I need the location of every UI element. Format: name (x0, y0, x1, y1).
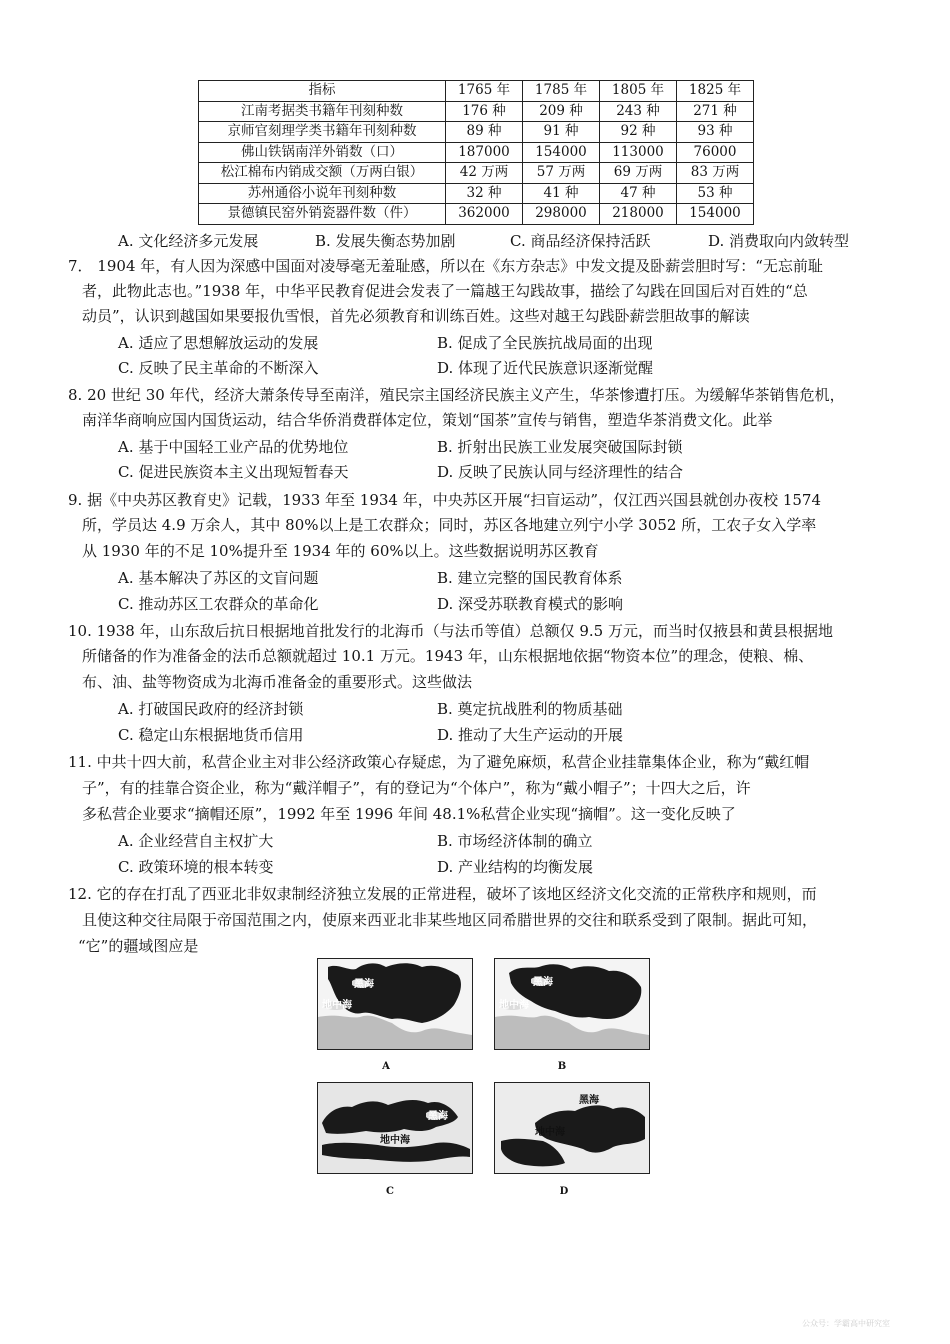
q6-option-b[interactable]: B. 发展失衡态势加剧 (315, 232, 456, 250)
map-b-label-mediterranean: 地中海 (499, 1000, 529, 1011)
q12-stem-line: 12. 它的存在打乱了西亚北非奴隶制经济独立发展的正常进程，破坏了该地区经济文化交流的正常秩序和规则，而 (68, 885, 817, 903)
q10-stem-line: 布、油、盐等物资成为北海币准备金的重要形式。这些做法 (82, 673, 473, 691)
map-c-label-black-sea: 黑海 (428, 1111, 448, 1122)
q11-stem-line: 多私营企业要求“摘帽还原”，1992 年至 1996 年间 48.1%私营企业实现“摘帽”。这一变化反映了 (82, 805, 736, 823)
table-header: 1805 年 (600, 81, 677, 102)
table-header: 1785 年 (523, 81, 600, 102)
q8-option-d[interactable]: D. 反映了民族认同与经济理性的结合 (437, 463, 684, 481)
table-cell: 42 万两 (446, 163, 523, 184)
table-cell: 景德镇民窑外销瓷器件数（件） (199, 204, 446, 225)
q11-option-c[interactable]: C. 政策环境的根本转变 (118, 858, 274, 876)
map-d-label-mediterranean: 地中海 (535, 1127, 565, 1138)
table-cell: 89 种 (446, 122, 523, 143)
map-c-drawing (318, 1083, 472, 1173)
q7-option-a[interactable]: A. 适应了思想解放运动的发展 (118, 334, 319, 352)
map-letter-a: A (382, 1061, 390, 1072)
table-cell: 187000 (446, 142, 523, 163)
table-cell: 苏州通俗小说年刊刻种数 (199, 183, 446, 204)
q9-stem-line: 所，学员达 4.9 万余人，其中 80%以上是工农群众；同时，苏区各地建立列宁小学 3052 所，工农子女入学率 (82, 516, 817, 534)
q9-option-a[interactable]: A. 基本解决了苏区的文盲问题 (118, 569, 319, 587)
q7-option-c[interactable]: C. 反映了民主革命的不断深入 (118, 359, 319, 377)
table-cell: 218000 (600, 204, 677, 225)
map-c-label-mediterranean: 地中海 (380, 1135, 410, 1146)
map-option-a[interactable] (317, 958, 473, 1050)
table-cell: 93 种 (677, 122, 754, 143)
table-header: 指标 (199, 81, 446, 102)
q11-option-a[interactable]: A. 企业经营自主权扩大 (118, 832, 274, 850)
table-row (199, 101, 754, 122)
table-cell: 53 种 (677, 183, 754, 204)
q11-option-d[interactable]: D. 产业结构的均衡发展 (437, 858, 594, 876)
q10-option-d[interactable]: D. 推动了大生产运动的开展 (437, 726, 624, 744)
table-cell: 83 万两 (677, 163, 754, 184)
watermark-text: 公众号：学霸高中研究室 (802, 1319, 890, 1328)
table-cell: 57 万两 (523, 163, 600, 184)
table-cell: 76000 (677, 142, 754, 163)
table-row (199, 122, 754, 143)
q10-option-a[interactable]: A. 打破国民政府的经济封锁 (118, 700, 304, 718)
map-b-label-black-sea: 黑海 (533, 977, 553, 988)
table-cell: 佛山铁锅南洋外销数（口） (199, 142, 446, 163)
q9-option-d[interactable]: D. 深受苏联教育模式的影响 (437, 595, 624, 613)
table-cell: 32 种 (446, 183, 523, 204)
map-letter-d: D (559, 1186, 569, 1197)
map-a-label-mediterranean: 地中海 (322, 1000, 352, 1011)
table-cell: 69 万两 (600, 163, 677, 184)
table-row (199, 142, 754, 163)
table-row (199, 163, 754, 184)
map-option-b[interactable] (494, 958, 650, 1050)
table-row (199, 204, 754, 225)
q12-stem-line: 且使这种交往局限于帝国范围之内，使原来西亚北非某些地区同希腊世界的交往和联系受到了限制。据此可知， (82, 911, 818, 929)
data-table (198, 80, 754, 225)
q7-option-d[interactable]: D. 体现了近代民族意识逐渐觉醒 (437, 359, 654, 377)
table-cell: 41 种 (523, 183, 600, 204)
q6-option-c[interactable]: C. 商品经济保持活跃 (510, 232, 651, 250)
q8-option-b[interactable]: B. 折射出民族工业发展突破国际封锁 (437, 438, 683, 456)
q8-option-a[interactable]: A. 基于中国轻工业产品的优势地位 (118, 438, 349, 456)
q9-stem-line: 9. 据《中央苏区教育史》记载，1933 年至 1934 年，中央苏区开展“扫盲运动”，仅江西兴国县就创办夜校 1574 (68, 491, 822, 509)
map-b-drawing (495, 959, 649, 1049)
map-letter-b: B (557, 1061, 567, 1072)
map-a-drawing (318, 959, 472, 1049)
q7-stem-line: 动员”，认识到越国如果要报仇雪恨，首先必须教育和训练百姓。这些对越王勾践卧薪尝胆故事的解读 (82, 307, 750, 325)
map-option-d[interactable] (494, 1082, 650, 1174)
table-cell: 91 种 (523, 122, 600, 143)
map-letter-c: C (386, 1186, 394, 1197)
q6-option-a[interactable]: A. 文化经济多元发展 (118, 232, 259, 250)
q9-stem-line: 从 1930 年的不足 10%提升至 1934 年的 60%以上。这些数据说明苏区教育 (82, 542, 599, 560)
table-row (199, 183, 754, 204)
table-header: 1765 年 (446, 81, 523, 102)
q7-stem-line: 者，此物此志也。”1938 年，中华平民教育促进会发表了一篇越王勾践故事，描绘了勾践在回国后对百姓的“总 (82, 282, 808, 300)
table-cell: 271 种 (677, 101, 754, 122)
map-a-label-black-sea: 黑海 (354, 979, 374, 990)
q10-stem-line: 所储备的作为准备金的法币总额就超过 10.1 万元。1943 年，山东根据地依据“物资本位”的理念，使粮、棉、 (82, 647, 814, 665)
q9-option-b[interactable]: B. 建立完整的国民教育体系 (437, 569, 623, 587)
table-cell: 113000 (600, 142, 677, 163)
table-cell: 154000 (677, 204, 754, 225)
table-header-row (199, 81, 754, 102)
q10-option-c[interactable]: C. 稳定山东根据地货币信用 (118, 726, 304, 744)
q10-stem-line: 10. 1938 年，山东敌后抗日根据地首批发行的北海币（与法币等值）总额仅 9.5 万元，而当时仅掖县和黄县根据地 (68, 622, 833, 640)
q8-option-c[interactable]: C. 促进民族资本主义出现短暂春天 (118, 463, 349, 481)
map-option-c[interactable] (317, 1082, 473, 1174)
q11-stem-line: 子”，有的挂靠合资企业，称为“戴洋帽子”，有的登记为“个体户”，称为“戴小帽子”；十四大之后，许 (82, 779, 751, 797)
table-cell: 154000 (523, 142, 600, 163)
table-cell: 243 种 (600, 101, 677, 122)
table-cell: 298000 (523, 204, 600, 225)
q6-option-d[interactable]: D. 消费取向内敛转型 (708, 232, 850, 250)
table-header: 1825 年 (677, 81, 754, 102)
table-cell: 92 种 (600, 122, 677, 143)
q7-stem-line: 7． 1904 年，有人因为深感中国面对凌辱毫无羞耻感，所以在《东方杂志》中发文提及卧薪尝胆时写：“无忘前耻 (68, 257, 823, 275)
q12-stem-line: “它”的疆域图应是 (78, 937, 199, 955)
q11-stem-line: 11. 中共十四大前，私营企业主对非公经济政策心存疑虑，为了避免麻烦，私营企业挂靠集体企业，称为“戴红帽 (68, 753, 810, 771)
table-cell: 47 种 (600, 183, 677, 204)
table-cell: 松江棉布内销成交额（万两白银） (199, 163, 446, 184)
table-cell: 362000 (446, 204, 523, 225)
q8-stem-line: 南洋华商响应国内国货运动，结合华侨消费群体定位，策划“国茶”宣传与销售，塑造华茶消费文化。此举 (82, 411, 773, 429)
table-cell: 176 种 (446, 101, 523, 122)
table-cell: 江南考据类书籍年刊刻种数 (199, 101, 446, 122)
table-cell: 京师官刻理学类书籍年刊刻种数 (199, 122, 446, 143)
map-d-label-black-sea: 黑海 (579, 1095, 599, 1106)
q7-option-b[interactable]: B. 促成了全民族抗战局面的出现 (437, 334, 653, 352)
q11-option-b[interactable]: B. 市场经济体制的确立 (437, 832, 593, 850)
table-cell: 209 种 (523, 101, 600, 122)
q10-option-b[interactable]: B. 奠定抗战胜利的物质基础 (437, 700, 623, 718)
q8-stem-line: 8. 20 世纪 30 年代，经济大萧条传导至南洋，殖民宗主国经济民族主义产生，华茶惨遭打压。为缓解华茶销售危机， (68, 386, 845, 404)
q9-option-c[interactable]: C. 推动苏区工农群众的革命化 (118, 595, 319, 613)
map-d-drawing (495, 1083, 649, 1173)
